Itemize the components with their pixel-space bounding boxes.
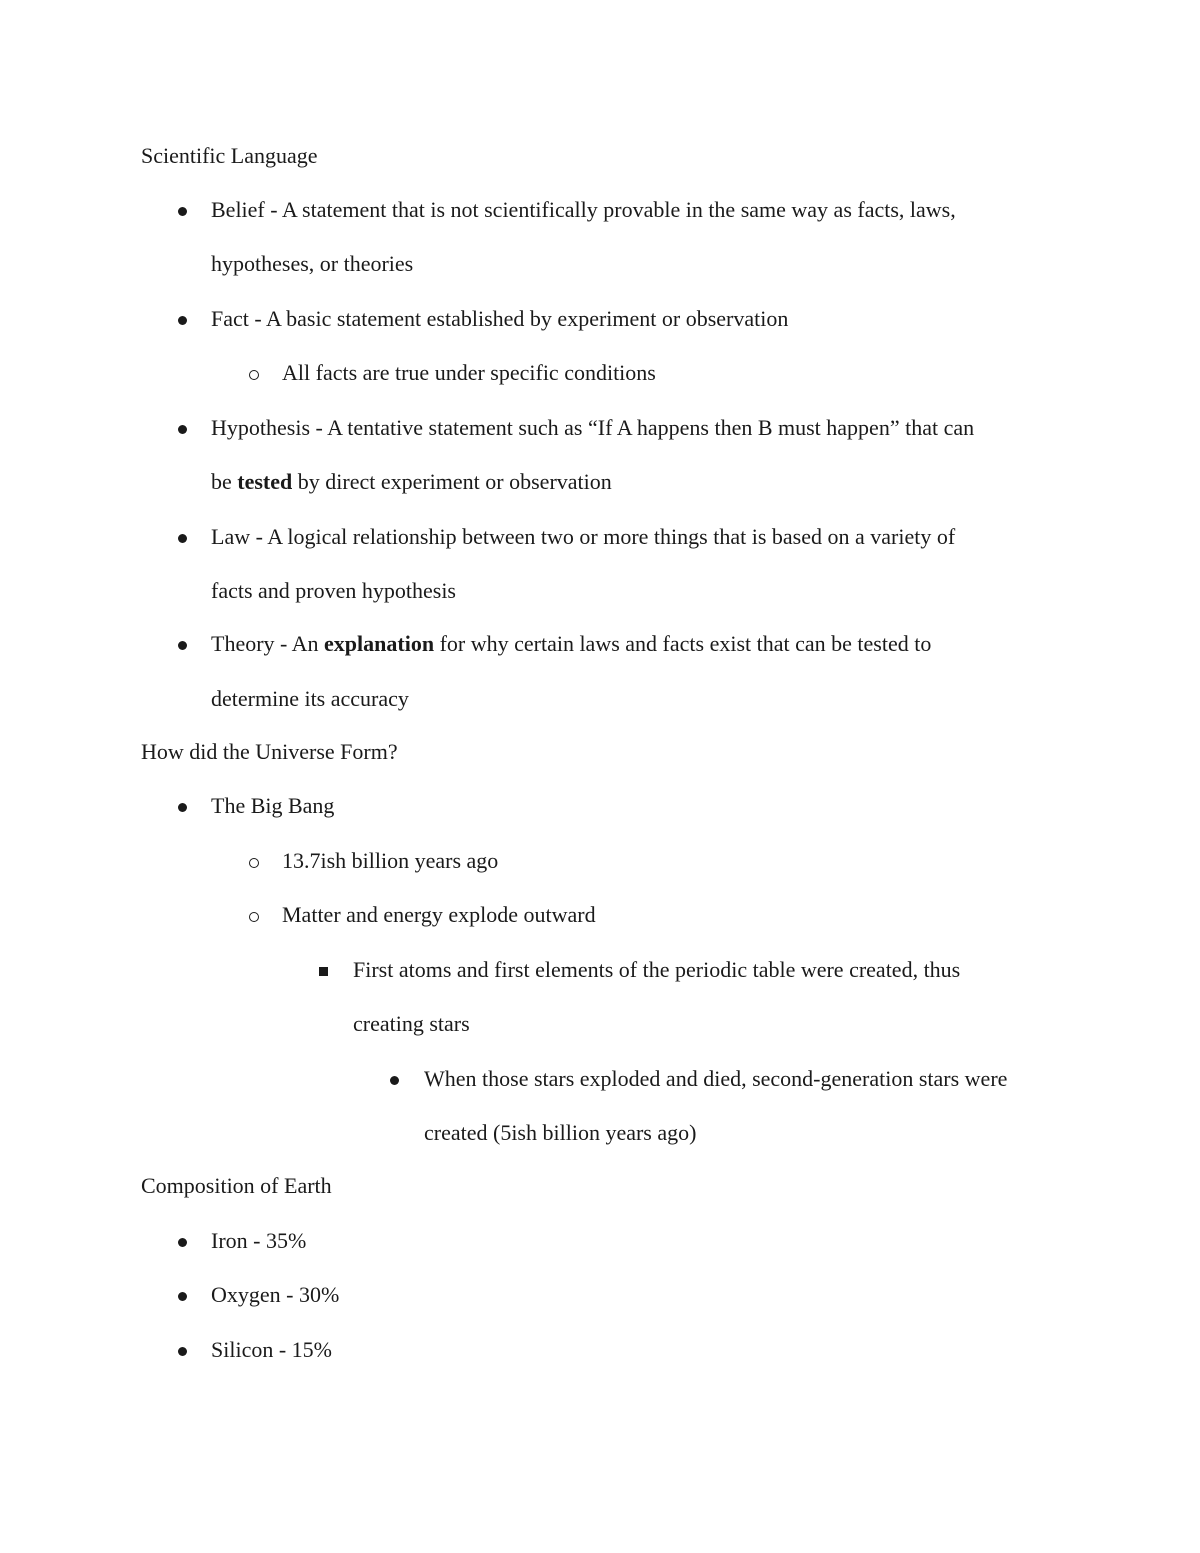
hypothesis-bold-tested: tested <box>237 469 293 494</box>
section-heading-scientific-language: Scientific Language <box>141 143 318 168</box>
theory-line-1-post: for why certain laws and facts exist that can be tested to <box>434 631 932 656</box>
bullet-dot-icon <box>390 1065 399 1093</box>
hypothesis-line-2 <box>211 468 612 496</box>
theory-line-1 <box>211 630 931 658</box>
bullet-dot-icon <box>178 523 187 551</box>
composition-item-silicon: Silicon - 15% <box>211 1337 332 1362</box>
bullet-dot-icon <box>178 1336 187 1364</box>
bullet-dot-icon <box>178 630 187 658</box>
bullet-square-icon <box>319 956 328 984</box>
hypothesis-line-2-pre: be <box>211 469 238 494</box>
bullet-dot-icon <box>178 1227 187 1255</box>
bullet-circle-icon <box>249 901 259 929</box>
bullet-dot-icon <box>178 196 187 224</box>
big-bang-item: The Big Bang <box>211 793 335 818</box>
bullet-dot-icon <box>178 414 187 442</box>
bullet-circle-icon <box>249 359 259 387</box>
theory-line-1-pre: Theory - An <box>211 631 325 656</box>
big-bang-age-item: 13.7ish billion years ago <box>282 848 499 873</box>
fact-sub-item: All facts are true under specific conditions <box>282 360 656 385</box>
law-line-2: facts and proven hypothesis <box>211 578 456 603</box>
composition-item-oxygen: Oxygen - 30% <box>211 1282 340 1307</box>
bullet-dot-icon <box>178 792 187 820</box>
theory-line-2: determine its accuracy <box>211 686 409 711</box>
atoms-line-1: First atoms and first elements of the periodic table were created, thus <box>353 957 961 982</box>
second-gen-line-2: created (5ish billion years ago) <box>424 1120 697 1145</box>
atoms-line-2: creating stars <box>353 1011 470 1036</box>
theory-bold-explanation: explanation <box>324 631 435 656</box>
big-bang-matter-item: Matter and energy explode outward <box>282 902 596 927</box>
belief-line-2: hypotheses, or theories <box>211 251 414 276</box>
second-gen-line-1: When those stars exploded and died, second-generation stars were <box>424 1066 1008 1091</box>
bullet-dot-icon <box>178 1281 187 1309</box>
bullet-circle-icon <box>249 847 259 875</box>
section-heading-composition: Composition of Earth <box>141 1173 332 1198</box>
section-heading-universe: How did the Universe Form? <box>141 739 398 764</box>
composition-item-iron: Iron - 35% <box>211 1228 307 1253</box>
hypothesis-line-2-post: by direct experiment or observation <box>292 469 612 494</box>
law-line-1: Law - A logical relationship between two or more things that is based on a variety of <box>211 524 956 549</box>
hypothesis-line-1: Hypothesis - A tentative statement such as “If A happens then B must happen” that can <box>211 415 975 440</box>
belief-line-1: Belief - A statement that is not scientifically provable in the same way as facts, laws, <box>211 197 956 222</box>
bullet-dot-icon <box>178 305 187 333</box>
fact-line-1: Fact - A basic statement established by experiment or observation <box>211 306 789 331</box>
